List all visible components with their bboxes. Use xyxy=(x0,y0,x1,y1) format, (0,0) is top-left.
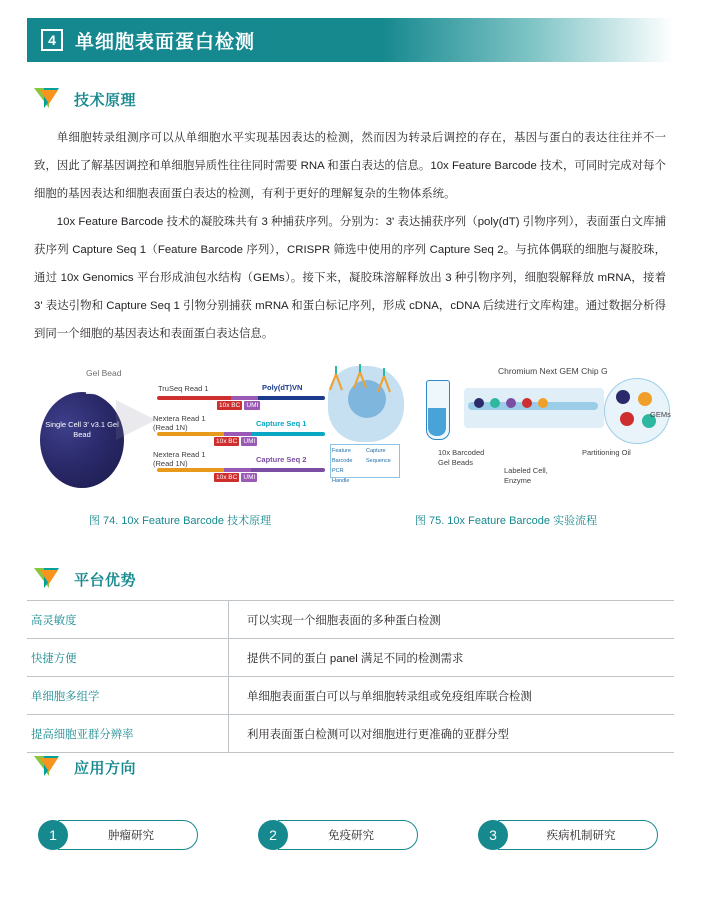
oligo-3-capture: Capture Seq 2 xyxy=(256,455,307,464)
gem-bead-2 xyxy=(638,392,652,406)
oligo-1-primer: TruSeq Read 1 xyxy=(158,384,209,393)
oligo-2-bc-umi xyxy=(214,436,257,446)
oligo-2-bc: 10x BC xyxy=(216,438,238,445)
application-item-2[interactable] xyxy=(258,818,418,852)
figure-75-caption: 图 75. 10x Feature Barcode 实验流程 xyxy=(414,515,598,527)
advantage-value: 提供不同的蛋白 panel 满足不同的检测需求 xyxy=(229,639,675,677)
heading-principle-label: 技术原理 xyxy=(74,91,137,109)
heading-advantages-label: 平台优势 xyxy=(74,571,137,589)
labeled-cell-label: Labeled Cell, Enzyme xyxy=(504,466,548,485)
gel-bead-wedge xyxy=(116,400,156,440)
gem-bead-3 xyxy=(620,412,634,426)
feature-barcode-label: Feature Barcode xyxy=(332,448,353,464)
application-number: 1 xyxy=(38,820,68,850)
oligo-1-umi: UMI xyxy=(246,402,259,409)
chevron-mark-icon xyxy=(34,568,64,590)
oligo-1-bc: 10x BC xyxy=(219,402,241,409)
capture-sequence-label: Capture Sequence xyxy=(366,448,391,464)
advantage-key: 高灵敏度 xyxy=(27,601,229,639)
advantage-key: 单细胞多组学 xyxy=(27,677,229,715)
gel-beads-label: 10x Barcoded Gel Beads xyxy=(438,448,485,467)
oligo-3-umi: UMI xyxy=(243,474,256,481)
chip-bead-3 xyxy=(506,398,516,408)
table-row xyxy=(27,715,674,753)
chip-bead-1 xyxy=(474,398,484,408)
oligo-2-capture: Capture Seq 1 xyxy=(256,419,307,428)
advantage-value: 利用表面蛋白检测可以对细胞进行更准确的亚群分型 xyxy=(229,715,675,753)
pcr-handle-label: PCR Handle xyxy=(332,468,350,484)
chevron-mark-icon xyxy=(34,756,64,778)
oligo-2-primer: Nextera Read 1 (Read 1N) xyxy=(153,414,206,432)
table-row xyxy=(27,601,674,639)
chip-title: Chromium Next GEM Chip G xyxy=(498,366,608,376)
chevron-mark-icon xyxy=(34,88,64,110)
section-header-banner xyxy=(27,18,674,62)
figure-74-caption: 图 74. 10x Feature Barcode 技术原理 xyxy=(88,515,272,527)
oligo-2-umi: UMI xyxy=(243,438,256,445)
chip-bead-5 xyxy=(538,398,548,408)
section-number: 4 xyxy=(41,29,63,51)
heading-applications xyxy=(34,756,136,778)
heading-applications-label: 应用方向 xyxy=(74,759,137,777)
application-item-3[interactable] xyxy=(478,818,658,852)
advantage-key: 快捷方便 xyxy=(27,639,229,677)
application-label: 肿瘤研究 xyxy=(58,820,198,850)
table-row xyxy=(27,677,674,715)
figure-75 xyxy=(318,362,674,502)
figure-74 xyxy=(34,362,326,502)
oligo-1-bc-umi xyxy=(217,400,260,410)
oligo-3-bc: 10x BC xyxy=(216,474,238,481)
advantages-table xyxy=(27,600,674,753)
paragraph-1: 单细胞转录组测序可以从单细胞水平实现基因表达的检测，然而因为转录后调控的存在，基因与蛋白的表达往往并不一致，因此了解基因调控和单细胞异质性往往同时需要 RNA 和蛋白表达的信息。10x Feature Barcode 技术，可同时完成对每个细胞的基因表达和细胞表面蛋白表达的检测，有利于更好的理解复杂的生物体系统。 xyxy=(34,132,666,200)
page-title: 单细胞表面蛋白检测 xyxy=(75,31,256,53)
application-number: 2 xyxy=(258,820,288,850)
advantage-value: 可以实现一个细胞表面的多种蛋白检测 xyxy=(229,601,675,639)
chip-bead-2 xyxy=(490,398,500,408)
oligo-1-capture: Poly(dT)VN xyxy=(262,383,303,392)
gems-label: GEMs xyxy=(650,410,671,419)
application-item-1[interactable] xyxy=(38,818,198,852)
chip-bead-4 xyxy=(522,398,532,408)
paragraph-2: 10x Feature Barcode 技术的凝胶珠共有 3 种捕获序列。分别为：3' 表达捕获序列（poly(dT) 引物序列），表面蛋白文库捕获序列 Capture Seq 1（Feature Barcode 序列），CRISPR 筛选中使用的序列 Capture Seq 2。与抗体偶联的细胞与凝胶珠，通过 10x Genomics 平台形成油包水结构（GEMs）。接下来，凝胶珠溶解释放出 3 种引物序列，细胞裂解释放 mRNA，接着 3' 表达引物和 Capture Seq 1 引物分别捕获 mRNA 和蛋白标记序列，形成 cDNA，cDNA 后续进行文库构建。通过数据分析得到同一个细胞的基因表达和表面蛋白表达信息。 xyxy=(34,216,666,340)
heading-principle xyxy=(34,88,136,110)
application-label: 免疫研究 xyxy=(278,820,418,850)
tube-liquid xyxy=(428,408,446,436)
partitioning-oil-label: Partitioning Oil xyxy=(582,448,631,457)
oligo-3-bc-umi xyxy=(214,472,257,482)
antibody-icon xyxy=(320,362,410,402)
application-number: 3 xyxy=(478,820,508,850)
gel-bead-text: Single Cell 3' v3.1 Gel Bead xyxy=(45,420,119,439)
advantage-value: 单细胞表面蛋白可以与单细胞转录组或免疫组库联合检测 xyxy=(229,677,675,715)
chip-microfluidic-line xyxy=(468,402,598,410)
heading-advantages xyxy=(34,568,136,590)
advantage-key: 提高细胞亚群分辨率 xyxy=(27,715,229,753)
gem-bead-1 xyxy=(616,390,630,404)
application-label: 疾病机制研究 xyxy=(498,820,658,850)
table-row xyxy=(27,639,674,677)
oligo-3-primer: Nextera Read 1 (Read 1N) xyxy=(153,450,206,468)
figure74-gel-bead-label: Gel Bead xyxy=(86,368,122,378)
